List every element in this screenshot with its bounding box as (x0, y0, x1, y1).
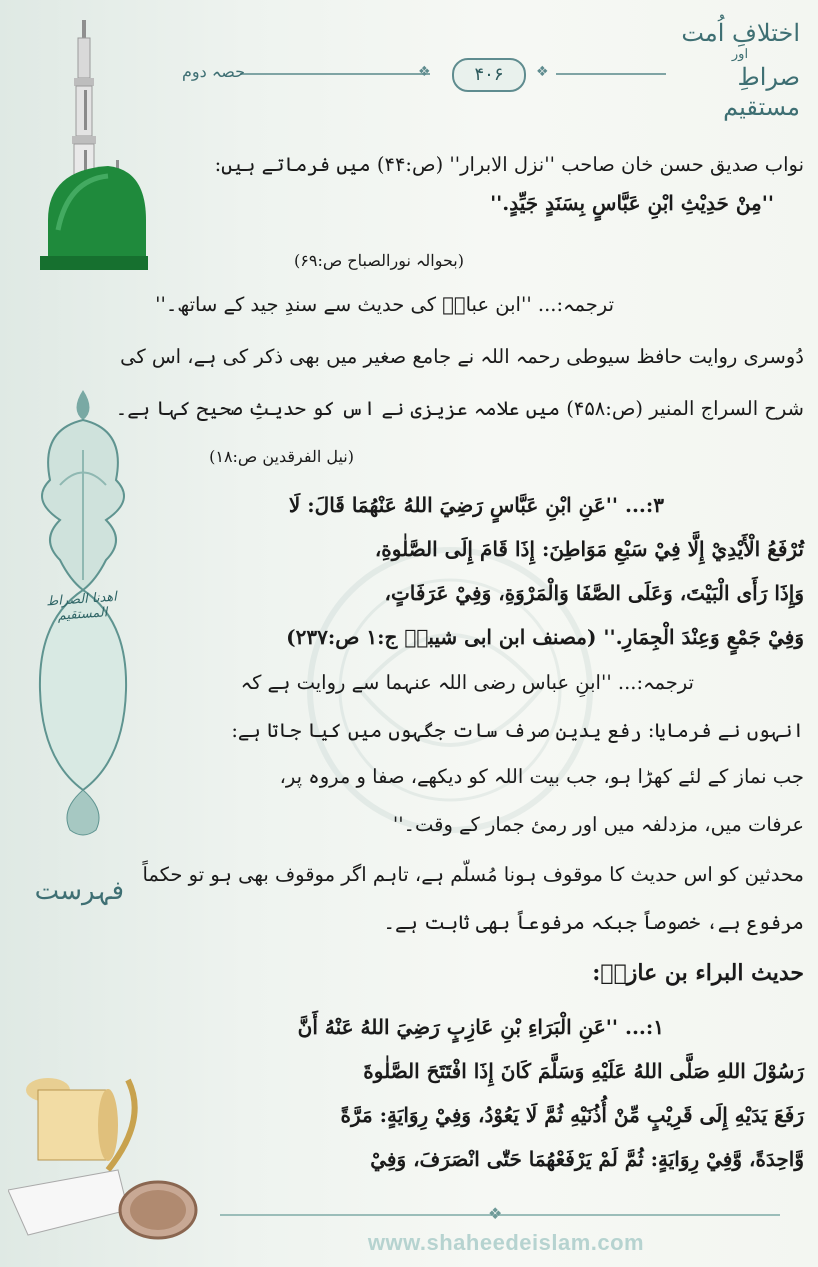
book-title-line1: اختلافِ اُمت (681, 19, 800, 47)
reference-line: (نیل الفرقدین ص:۱۸) (209, 447, 354, 466)
arabic-line: ۱:... ''عَنِ الْبَرَاءِ بْنِ عَازِبٍ رَضِيَ اللهُ عَنْهُ أَنَّ (297, 1015, 664, 1039)
translation-line: ترجمہ:... ''ابن عباسؓ کی حدیث سے سندِ جید کے ساتھ۔'' (155, 293, 614, 316)
arabic-line: وَإِذَا رَأَى الْبَيْتَ، وَعَلَى الصَّفَا وَالْمَرْوَةِ، وَفِيْ عَرَفَاتٍ، (384, 581, 804, 605)
page-header (0, 0, 818, 140)
part-label: حصہ دوم (182, 62, 245, 81)
book-title-line3: صراطِ مستقیم (723, 63, 800, 121)
arabic-line: ۳:... ''عَنِ ابْنِ عَبَّاسٍ رَضِيَ اللهُ عَنْهُمَا قَالَ: لَا (288, 493, 664, 517)
text-line: محدثین کو اس حدیث کا موقوف ہونا مُسلّم ہے، تاہم اگر موقوف بھی ہو تو حکماً (142, 863, 804, 886)
ribbon-text: اھدنا الصراط المستقیم (45, 589, 118, 624)
text-line: جب نماز کے لئے کھڑا ہو، جب بیت اللہ کو دیکھے، صفا و مروہ پر، (279, 765, 804, 788)
book-title (680, 18, 800, 122)
header-rule-right (556, 73, 666, 75)
book-title-line2: اور (731, 47, 749, 62)
text-line: انہوں نے فرمایا: رفع یدین صرف سات جگہوں میں کیا جاتا ہے: (231, 719, 804, 742)
header-rule-left (240, 73, 430, 75)
arabic-line: رَفَعَ يَدَيْهِ إِلَى قَرِيْبٍ مِّنْ أُذُنَيْهِ ثُمَّ لَا يَعُوْدُ، وَفِيْ رِوَايَةٍ: مَرَّةً (340, 1103, 804, 1127)
website-link[interactable]: www.shaheedeislam.com (367, 1230, 645, 1255)
page-number: ۴۰۶ (452, 58, 526, 92)
header-ornament-right: ❖ (536, 64, 549, 80)
sidebar (0, 0, 170, 1267)
arabic-line: وَّاحِدَةً، وَّفِيْ رِوَايَةٍ: ثُمَّ لَمْ يَرْفَعْهُمَا حَتّٰى انْصَرَفَ، وَفِيْ (370, 1147, 804, 1171)
main-text (115, 150, 804, 1200)
translation-line: ترجمہ:... ''ابنِ عباس رضی اللہ عنہما سے روایت ہے کہ (240, 671, 694, 694)
arabic-line: ''مِنْ حَدِيْثِ ابْنِ عَبَّاسٍ بِسَنَدٍ جَيِّدٍ.'' (490, 191, 774, 215)
header-ornament-left: ❖ (418, 64, 431, 80)
text-line: عرفات میں، مزدلفہ میں اور رمئ جمار کے وقت۔'' (392, 813, 804, 836)
index-link[interactable]: فہرست (34, 876, 124, 906)
arabic-line: وَفِيْ جَمْعٍ وَعِنْدَ الْجِمَارِ.'' (مصنف ابن ابی شیبہؒ ج:۱ ص:۲۳۷) (286, 625, 804, 649)
footer-ornament: ❖ (488, 1204, 503, 1223)
text-line: شرح السراج المنیر (ص:۴۵۸) میں علامہ عزیزی نے اس کو حدیثِ صحیح کہا ہے۔ (115, 397, 804, 420)
arabic-line: رَسُوْلَ اللهِ صَلَّى اللهُ عَلَيْهِ وَسَلَّمَ كَانَ إِذَا افْتَتَحَ الصَّلٰوةَ (363, 1059, 804, 1083)
text-line: مرفوع ہے، خصوصاً جبکہ مرفوعاً بھی ثابت ہے۔ (383, 911, 804, 934)
text-line: نواب صدیق حسن خان صاحب ''نزل الابرار'' (ص:۴۴) میں فرماتے ہیں: (214, 153, 804, 176)
arabic-line: تُرْفَعُ الْأَيْدِيْ إِلَّا فِيْ سَبْعِ مَوَاطِنَ: إِذَا قَامَ إِلَى الصَّلٰوةِ، (374, 537, 804, 561)
text-line: دُوسری روایت حافظ سیوطی رحمہ اللہ نے جامع صغیر میں بھی ذکر کی ہے، اس کی (120, 345, 804, 368)
reference-line: (بحوالہ نورالصباح ص:۶۹) (294, 251, 464, 270)
section-heading: حدیث البراء بن عازبؓ: (592, 960, 804, 986)
